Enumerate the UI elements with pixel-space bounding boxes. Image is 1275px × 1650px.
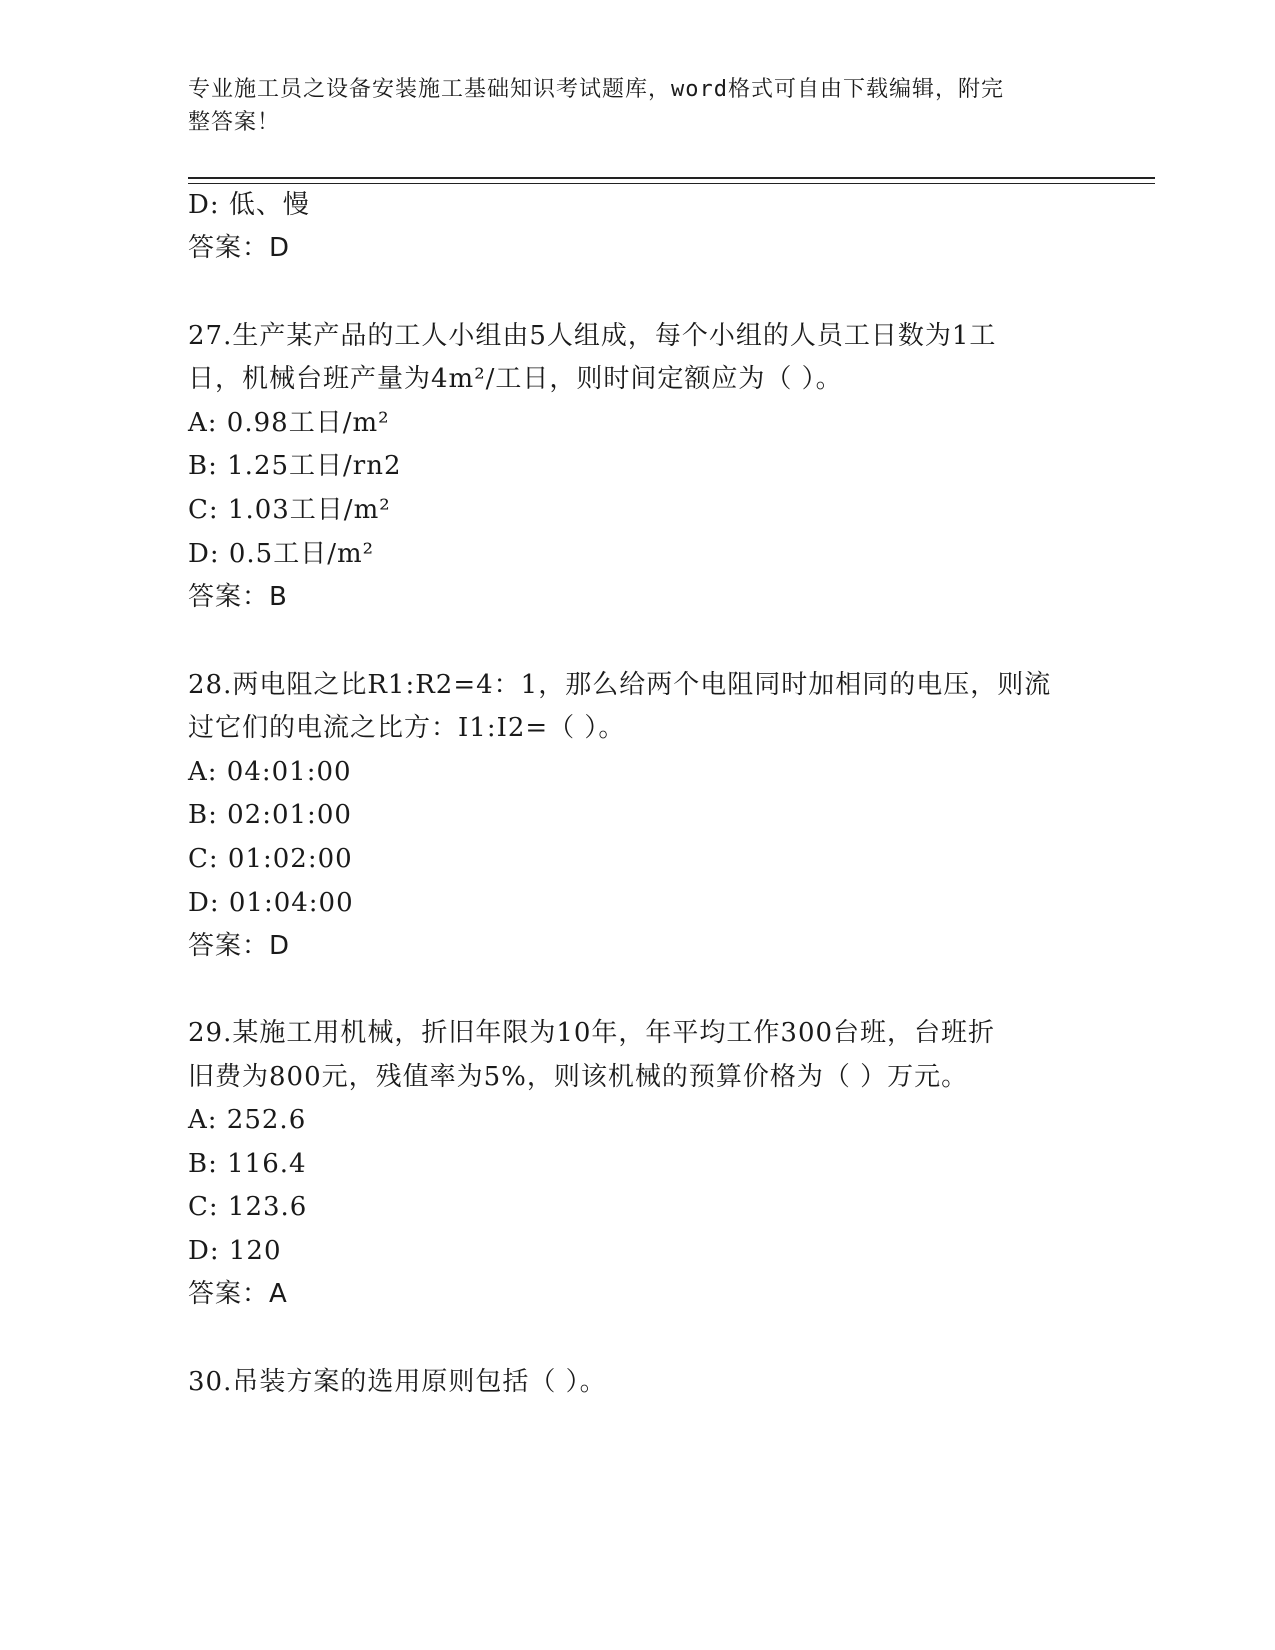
q28-option-d: D: 01:04:00: [188, 888, 354, 918]
q27-option-d: D: 0.5工日/m²: [188, 539, 375, 569]
q27-option-a: A: 0.98工日/m²: [188, 408, 390, 438]
q29-stem-line-1: 29.某施工用机械，折旧年限为10年，年平均工作300台班，台班折: [188, 1018, 996, 1048]
q30-stem-line-1: 30.吊装方案的选用原则包括（ ）。: [188, 1367, 607, 1397]
q28-stem-line-1: 28.两电阻之比R1:R2=4：1，那么给两个电阻同时加相同的电压，则流: [188, 670, 1052, 700]
q27-stem-line-1: 27.生产某产品的工人小组由5人组成，每个小组的人员工日数为1工: [188, 321, 997, 351]
q29-option-d: D: 120: [188, 1236, 282, 1266]
q29-option-c: C: 123.6: [188, 1192, 308, 1222]
prev-option-d: D: 低、慢: [188, 190, 310, 220]
q27-stem-line-2: 日，机械台班产量为4m²/工日，则时间定额应为（ ）。: [188, 364, 843, 394]
q27-answer: 答案：B: [188, 582, 288, 612]
q29-option-a: A: 252.6: [188, 1105, 307, 1135]
q28-option-b: B: 02:01:00: [188, 800, 352, 830]
header-line-2: 整答案！: [188, 110, 281, 135]
q28-option-c: C: 01:02:00: [188, 844, 353, 874]
document-header: [188, 73, 1068, 139]
header-rule-thick: [188, 177, 1155, 179]
q29-stem-line-2: 旧费为800元，残值率为5%，则该机械的预算价格为（ ）万元。: [188, 1062, 969, 1092]
q27-option-c: C: 1.03工日/m²: [188, 495, 391, 525]
header-rule-thin: [188, 183, 1155, 184]
prev-answer: 答案：D: [188, 233, 291, 263]
q28-answer: 答案：D: [188, 931, 291, 961]
q29-option-b: B: 116.4: [188, 1149, 307, 1179]
header-line-1: 专业施工员之设备安装施工基础知识考试题库，word格式可自由下载编辑，附完: [188, 77, 1004, 102]
q29-answer: 答案：A: [188, 1279, 288, 1309]
q27-option-b: B: 1.25工日/rn2: [188, 451, 402, 481]
q28-stem-line-2: 过它们的电流之比方：I1:I2=（ ）。: [188, 713, 626, 743]
q28-option-a: A: 04:01:00: [188, 757, 352, 787]
